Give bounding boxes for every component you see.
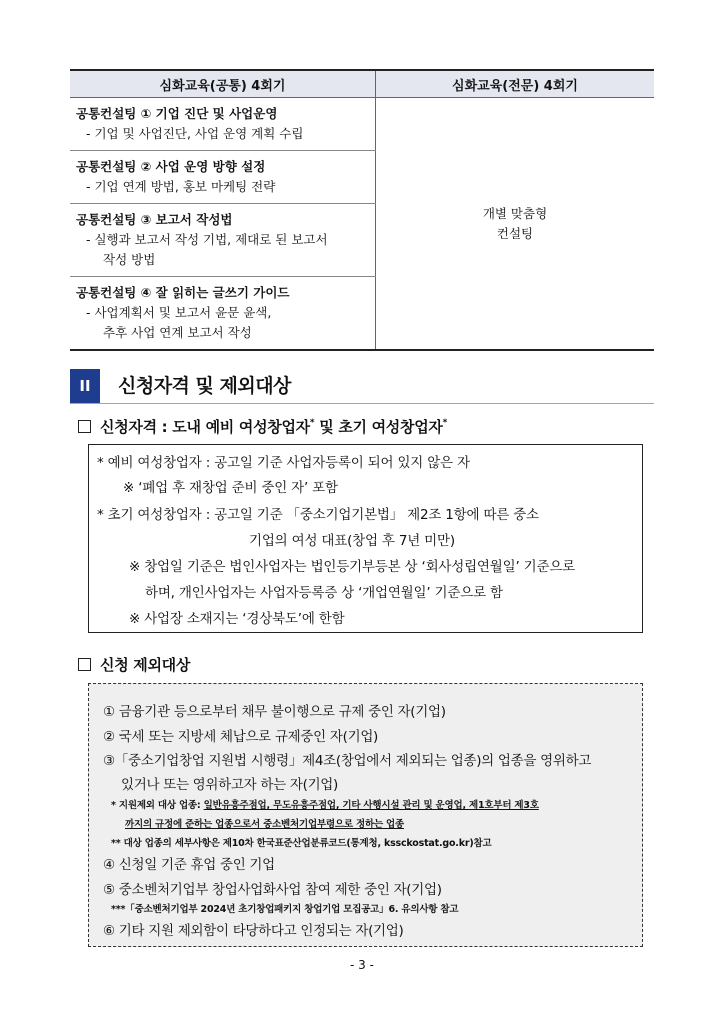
exclusion-item: ④ 신청일 기준 휴업 중인 기업 xyxy=(103,857,275,873)
table-cell xyxy=(70,151,376,204)
exclusion-item: ① 금융기관 등으로부터 채무 불이행으로 규제 중인 자(기업) xyxy=(103,704,446,720)
eligibility-line: ※ ‘폐업 후 재창업 준비 중인 자’ 포함 xyxy=(123,480,338,496)
eligibility-line: * 초기 여성창업자 : 공고일 기준 「중소기업기본법」 제2조 1항에 따른 중소 xyxy=(97,507,539,523)
consulting-desc-cont: 작성 방법 xyxy=(103,252,156,267)
section-title: 신청자격 및 제외대상 xyxy=(118,375,291,397)
eligibility-line: 하며, 개인사업자는 사업자등록증 상 ‘개업연월일’ 기준으로 함 xyxy=(145,585,503,601)
table-row xyxy=(70,98,654,151)
exclusion-note: ** 대상 업종의 세부사항은 제10차 한국표준산업분류코드(통계청, kssckostat.go.kr)참고 xyxy=(111,838,492,849)
exclusion-item: ③「중소기업창업 지원법 시행령」제4조(창업에서 제외되는 업종)의 업종을 영위하고 xyxy=(103,753,592,769)
section-number: II xyxy=(70,369,100,403)
consulting-title: 공통컨설팅 ④ 잘 읽히는 글쓰기 가이드 xyxy=(76,285,290,300)
exclusion-item: ⑥ 기타 지원 제외함이 타당하다고 인정되는 자(기업) xyxy=(103,923,404,939)
eligibility-line: * 예비 여성창업자 : 공고일 기준 사업자등록이 되어 있지 않은 자 xyxy=(97,455,470,471)
table-header-row xyxy=(70,70,654,98)
exclusion-box xyxy=(88,683,643,947)
exclusion-heading: 신청 제외대상 xyxy=(78,654,190,675)
exclusion-note-cont: 까지의 규정에 준하는 업종으로서 중소벤처기업부령으로 정하는 업종 xyxy=(125,819,404,830)
checkbox-square-icon xyxy=(78,420,91,433)
exclusion-item: ⑤ 중소벤처기업부 창업사업화사업 참여 제한 중인 자(기업) xyxy=(103,882,442,898)
table-cell xyxy=(70,98,376,151)
specialized-line-1: 개별 맞춤형 xyxy=(482,205,548,221)
consulting-desc: - 실행과 보고서 작성 기법, 제대로 된 보고서 xyxy=(86,232,328,247)
consulting-desc-cont: 추후 사업 연계 보고서 작성 xyxy=(103,325,252,340)
section-header xyxy=(70,369,654,404)
consulting-desc: - 기업 연계 방법, 홍보 마케팅 전략 xyxy=(86,179,276,194)
eligibility-box xyxy=(88,444,643,633)
consulting-title: 공통컨설팅 ① 기업 진단 및 사업운영 xyxy=(76,106,278,121)
checkbox-square-icon xyxy=(78,658,91,671)
table-cell xyxy=(70,277,376,351)
table-cell-specialized xyxy=(376,98,655,351)
eligibility-heading: 신청자격 : 도내 예비 여성창업자* 및 초기 여성창업자* xyxy=(78,416,447,437)
consulting-desc: - 기업 및 사업진단, 사업 운영 계획 수립 xyxy=(86,126,304,141)
eligibility-line: ※ 사업장 소재지는 ‘경상북도’에 한함 xyxy=(129,611,345,627)
exclusion-note: * 지원제외 대상 업종: 일반유흥주점업, 무도유흥주점업, 기타 사행시설 관리 및 운영업, 제1호부터 제3호 xyxy=(111,800,539,811)
table-header-specialized: 심화교육(전문) 4회기 xyxy=(376,70,655,98)
exclusion-note: ***「중소벤처기업부 2024년 초기창업패키지 창업기업 모집공고」6. 유의사항 참고 xyxy=(111,904,459,915)
consulting-desc: - 사업계획서 및 보고서 윤문 윤색, xyxy=(86,305,272,320)
page-number: - 3 - xyxy=(350,958,374,972)
specialized-line-2: 컨설팅 xyxy=(496,225,534,241)
exclusion-item-cont: 있거나 또는 영위하고자 하는 자(기업) xyxy=(121,777,339,793)
consulting-title: 공통컨설팅 ③ 보고서 작성법 xyxy=(76,212,233,227)
consulting-title: 공통컨설팅 ② 사업 운영 방향 설정 xyxy=(76,159,266,174)
eligibility-line: 기업의 여성 대표(창업 후 7년 미만) xyxy=(249,533,455,549)
eligibility-line: ※ 창업일 기준은 법인사업자는 법인등기부등본 상 ‘회사성립연월일’ 기준으로 xyxy=(129,559,576,575)
table-cell xyxy=(70,204,376,277)
program-table xyxy=(70,69,654,351)
exclusion-item: ② 국세 또는 지방세 체납으로 규제중인 자(기업) xyxy=(103,729,379,745)
table-header-common: 심화교육(공통) 4회기 xyxy=(70,70,376,98)
